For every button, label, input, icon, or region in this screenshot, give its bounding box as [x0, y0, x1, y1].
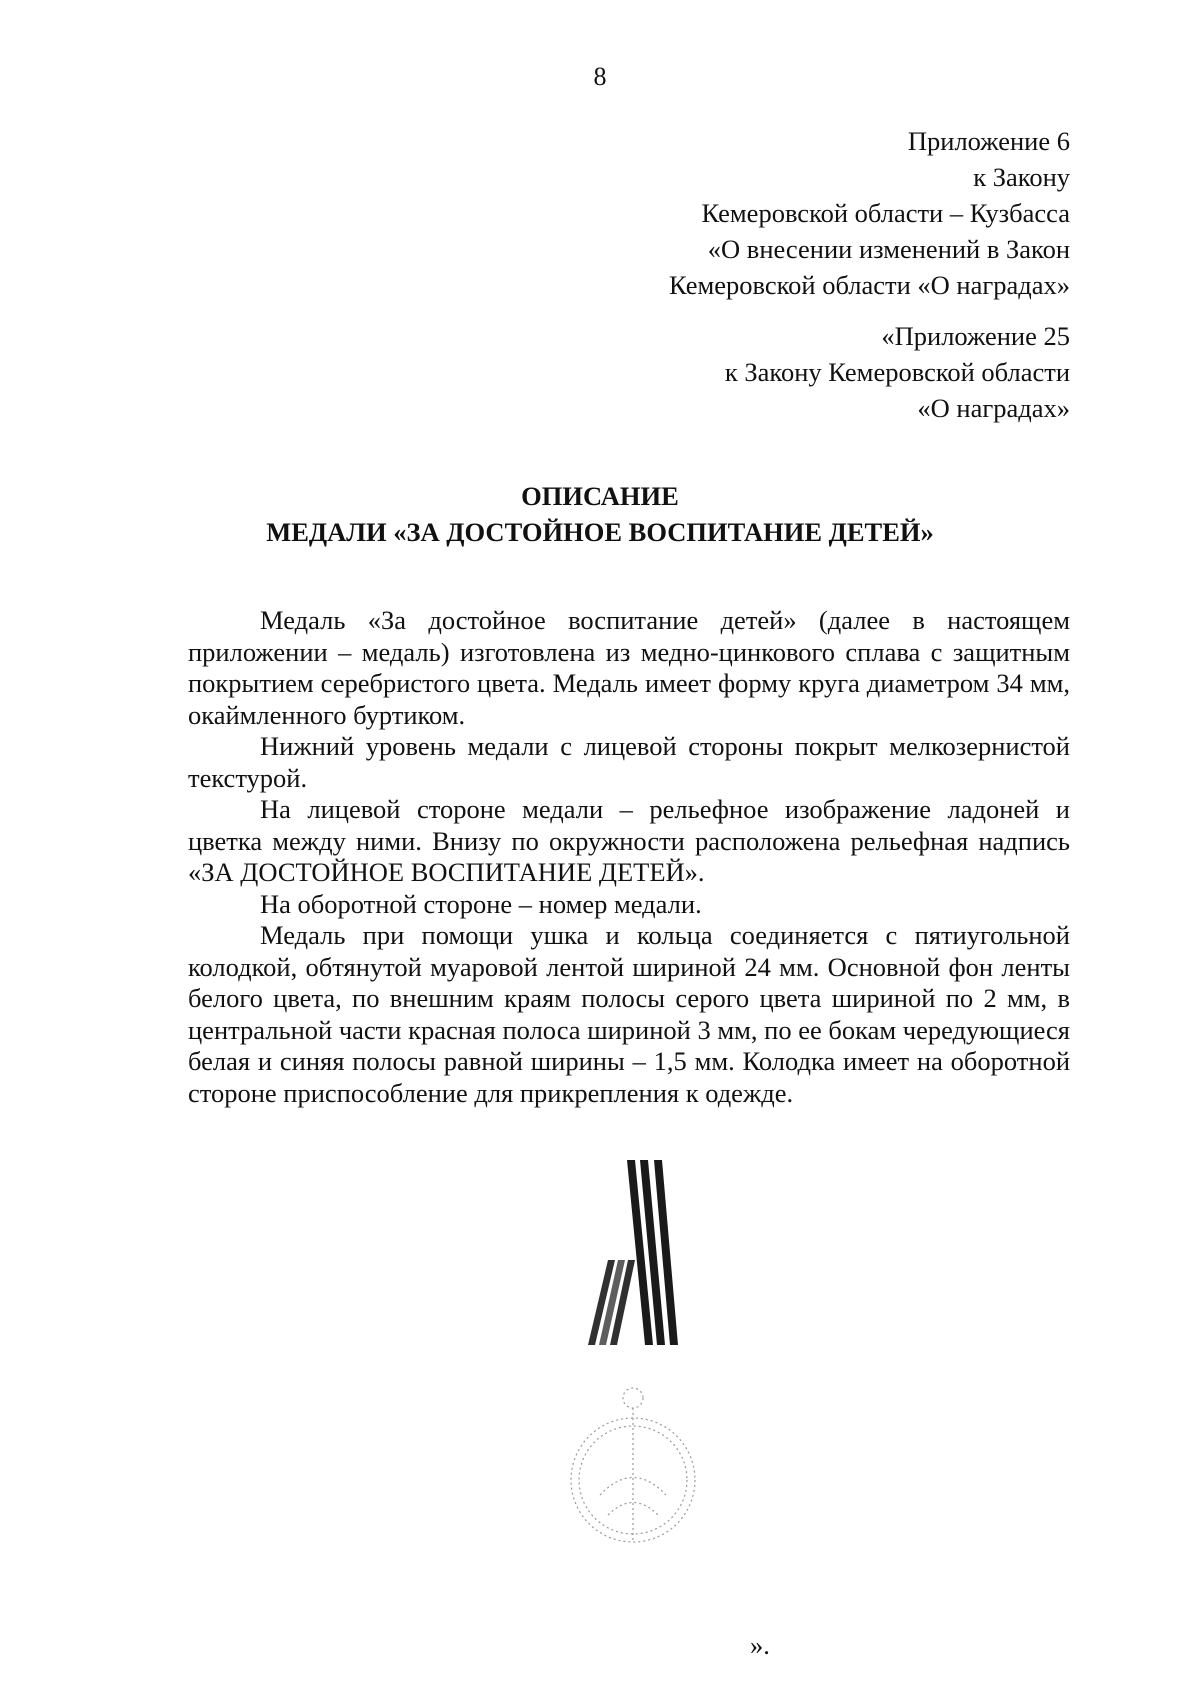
- medal-image: [560, 1160, 740, 1700]
- appendix-header-line: Кемеровской области – Кузбасса: [701, 198, 1070, 228]
- appendix-header-line: «О внесении изменений в Закон: [707, 234, 1070, 264]
- appendix-header-line: к Закону: [973, 162, 1070, 192]
- medal-disc-icon: [571, 1388, 695, 1542]
- inner-header-line: к Закону Кемеровской области: [724, 357, 1070, 387]
- appendix-header-line: Приложение 6: [907, 126, 1070, 156]
- paragraph: На оборотной стороне – номер медали.: [260, 888, 702, 919]
- page-number: 8: [593, 62, 607, 91]
- paragraph: Медаль «За достойное воспитание детей» (далее в настоящем приложении – медаль) изготовлена из медно-цинкового сплава с защитным покрытием серебристого цвета. Медаль имеет форму круга диаметром 34 мм, окаймленного буртиком.: [188, 605, 1070, 730]
- ribbon-icon: [588, 1160, 678, 1345]
- title-line-1: ОПИСАНИЕ: [521, 481, 679, 511]
- paragraph: На лицевой стороне медали – рельефное изображение ладоней и цветка между ними. Внизу по окружности расположена рельефная надпись «ЗА ДОСТОЙНОЕ ВОСПИТАНИЕ ДЕТЕЙ».: [188, 794, 1070, 887]
- appendix-header-line: Кемеровской области «О наградах»: [669, 270, 1070, 300]
- body-text: [188, 605, 1070, 1109]
- appendix-header: [669, 123, 1070, 303]
- closing-quote: ».: [750, 1630, 770, 1660]
- inner-appendix-header: [725, 318, 1070, 426]
- title-line-2: МЕДАЛИ «ЗА ДОСТОЙНОЕ ВОСПИТАНИЕ ДЕТЕЙ»: [266, 517, 934, 547]
- paragraph: Нижний уровень медали с лицевой стороны покрыт мелкозернистой текстурой.: [188, 731, 1070, 793]
- inner-header-line: «Приложение 25: [881, 321, 1070, 351]
- inner-header-line: «О наградах»: [917, 393, 1070, 423]
- document-title: [0, 478, 1200, 550]
- paragraph: Медаль при помощи ушка и кольца соединяется с пятиугольной колодкой, обтянутой муаровой лентой шириной 24 мм. Основной фон ленты белого цвета, по внешним краям полосы серого цвета шириной по 2 мм, в центральной части красная полоса шириной 3 мм, по ее бокам чередующиеся белая и синяя полосы равной ширины – 1,5 мм. Колодка имеет на оборотной стороне приспособление для прикрепления к одежде.: [188, 920, 1070, 1108]
